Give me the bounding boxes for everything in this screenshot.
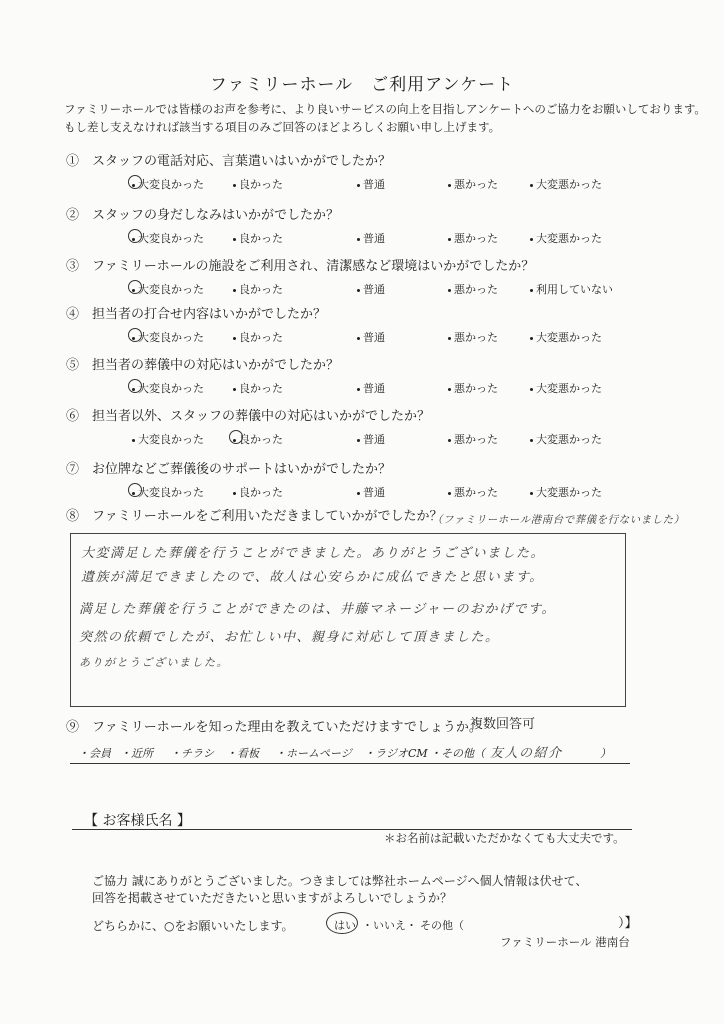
q5-option-average[interactable]: [357, 380, 385, 396]
q9-option-member[interactable]: ・会員: [78, 747, 111, 760]
intro-line-2: もし差し支えなければ該当する項目のみご回答のほどよろしくお願い申し上げます。: [64, 120, 501, 134]
option-label: 悪かった: [454, 232, 498, 245]
q3-option-bad[interactable]: [448, 281, 498, 297]
option-label: 大変悪かった: [536, 331, 602, 344]
option-label: 大変悪かった: [536, 382, 602, 395]
q6-option-very-bad[interactable]: [530, 431, 602, 447]
option-label: 良かった: [239, 486, 283, 499]
q1-option-good[interactable]: [233, 176, 283, 192]
option-label: 普通: [363, 331, 385, 344]
option-label: 大変良かった: [138, 382, 204, 395]
q9-multi-note: 複数回答可: [470, 717, 536, 732]
footer-brand: ファミリーホール 港南台: [500, 935, 630, 949]
question-3-text: ③ ファミリーホールの施設をご利用され、清潔感など環境はいかがでしたか？: [66, 259, 535, 274]
bullet-dot-icon: [448, 492, 451, 495]
option-label: 大変悪かった: [536, 232, 602, 245]
option-label: 普通: [363, 283, 385, 296]
q2-option-very-bad[interactable]: [530, 230, 602, 246]
option-label: 大変良かった: [138, 331, 204, 344]
option-label: 悪かった: [454, 486, 498, 499]
bullet-dot-icon: [530, 184, 533, 187]
q3-selected-circle-mark: [128, 280, 142, 294]
option-label: 良かった: [239, 433, 283, 446]
bullet-dot-icon: [530, 238, 533, 241]
question-4-text: ④ 担当者の打合せ内容はいかがでしたか？: [66, 307, 327, 322]
option-label: 大変悪かった: [536, 486, 602, 499]
option-label: 悪かった: [454, 283, 498, 296]
q4-option-bad[interactable]: [448, 329, 498, 345]
q8-text: ⑧ ファミリーホールをご利用いただきましていかがでしたか？: [66, 509, 443, 524]
q5-option-very-good[interactable]: [132, 380, 204, 396]
option-label: 良かった: [239, 178, 283, 191]
q9-underline: [70, 763, 630, 764]
q2-selected-circle-mark: [128, 229, 142, 243]
q2-option-average[interactable]: [357, 230, 385, 246]
bullet-dot-icon: [357, 184, 360, 187]
bullet-dot-icon: [233, 492, 236, 495]
option-label: 良かった: [239, 232, 283, 245]
option-label: 普通: [363, 433, 385, 446]
q4-option-good[interactable]: [233, 329, 283, 345]
question-7-text: ⑦ お位牌などご葬儀後のサポートはいかがでしたか？: [66, 462, 392, 477]
question-6-text: ⑥ 担当者以外、スタッフの葬儀中の対応はいかがでしたか？: [66, 409, 431, 424]
bullet-dot-icon: [233, 238, 236, 241]
option-label: 悪かった: [454, 331, 498, 344]
q6-selected-circle-mark: [229, 430, 243, 444]
option-label: 悪かった: [454, 382, 498, 395]
q9-option-flyer[interactable]: ・チラシ: [170, 747, 214, 760]
bullet-dot-icon: [357, 289, 360, 292]
q9-option-other-close: ）: [600, 747, 611, 760]
q4-option-very-bad[interactable]: [530, 329, 602, 345]
option-label: 良かった: [239, 331, 283, 344]
q2-option-good[interactable]: [233, 230, 283, 246]
consent-prompt: どちらかに、○をお願いいたします。: [92, 919, 294, 933]
q7-option-bad[interactable]: [448, 484, 498, 500]
question-2-text: ② スタッフの身だしなみはいかがでしたか？: [66, 208, 340, 223]
q4-selected-circle-mark: [128, 328, 142, 342]
page-title: ファミリーホール ご利用アンケート: [209, 75, 515, 95]
customer-name-note: ＊お名前は記載いただかなくても大丈夫です。: [384, 831, 625, 845]
q7-option-average[interactable]: [357, 484, 385, 500]
option-label: 大変良かった: [138, 486, 204, 499]
q7-option-very-good[interactable]: [132, 484, 204, 500]
bullet-dot-icon: [233, 337, 236, 340]
q9-other-answer: 友人の紹介: [490, 746, 563, 761]
q8-answer-box[interactable]: [70, 533, 626, 707]
q6-option-average[interactable]: [357, 431, 385, 447]
q9-option-radio[interactable]: ・ラジオCM: [364, 747, 428, 760]
option-label: 大変良かった: [138, 433, 204, 446]
option-label: 普通: [363, 232, 385, 245]
bullet-dot-icon: [530, 388, 533, 391]
q1-option-bad[interactable]: [448, 176, 498, 192]
q9-text: ⑨ ファミリーホールを知った理由を教えていただけますでしょうか。: [66, 720, 482, 735]
option-label: 良かった: [239, 283, 283, 296]
option-label: 大変良かった: [138, 232, 204, 245]
q9-option-other[interactable]: ・その他（: [430, 747, 485, 760]
option-label: 大変良かった: [138, 283, 204, 296]
q3-option-average[interactable]: [357, 281, 385, 297]
q9-option-nearby[interactable]: ・近所: [120, 747, 153, 760]
option-label: 普通: [363, 178, 385, 191]
bullet-dot-icon: [530, 289, 533, 292]
bullet-dot-icon: [448, 238, 451, 241]
option-label: 大変良かった: [138, 178, 204, 191]
bullet-dot-icon: [530, 439, 533, 442]
bullet-dot-icon: [357, 439, 360, 442]
option-label: 悪かった: [454, 433, 498, 446]
consent-no-option[interactable]: ・いいえ・: [362, 919, 417, 932]
option-label: 悪かった: [454, 178, 498, 191]
consent-other-option[interactable]: その他（: [420, 919, 464, 932]
closing-line-2: 回答を掲載させていただきたいと思いますがよろしいでしょうか？: [92, 891, 453, 905]
q6-option-very-good[interactable]: [132, 431, 204, 447]
bullet-dot-icon: [357, 388, 360, 391]
answer-line-2: 遺族が満足できましたので、故人は心安らかに成仏できたと思います。: [81, 570, 544, 585]
q1-option-very-good[interactable]: [132, 176, 204, 192]
q1-selected-circle-mark: [128, 175, 142, 189]
bullet-dot-icon: [132, 439, 135, 442]
bullet-dot-icon: [448, 289, 451, 292]
q5-option-bad[interactable]: [448, 380, 498, 396]
answer-line-1: 大変満足した葬儀を行うことができました。ありがとうございました。: [81, 546, 546, 561]
option-label: 大変悪かった: [536, 178, 602, 191]
q3-option-very-good[interactable]: [132, 281, 204, 297]
q2-option-very-good[interactable]: [132, 230, 204, 246]
q1-option-average[interactable]: [357, 176, 385, 192]
consent-other-close: ）】: [618, 916, 638, 931]
bullet-dot-icon: [448, 388, 451, 391]
q5-option-very-bad[interactable]: [530, 380, 602, 396]
bullet-dot-icon: [233, 289, 236, 292]
bullet-dot-icon: [357, 238, 360, 241]
q8-handwritten-note: （ファミリーホール港南台で葬儀を行ないました）: [432, 514, 685, 526]
q4-option-very-good[interactable]: [132, 329, 204, 345]
option-label: 良かった: [239, 382, 283, 395]
intro-line-1: ファミリーホールでは皆様のお声を参考に、より良いサービスの向上を目指しアンケートへのご協力をお願いしております。: [64, 102, 706, 116]
answer-line-4: 突然の依頼でしたが、お忙しい中、親身に対応して頂きました。: [79, 630, 500, 645]
q9-option-sign[interactable]: ・看板: [226, 747, 259, 760]
q7-option-very-bad[interactable]: [530, 484, 602, 500]
option-label: 普通: [363, 382, 385, 395]
question-5-text: ⑤ 担当者の葬儀中の対応はいかがでしたか？: [66, 358, 340, 373]
bullet-dot-icon: [530, 492, 533, 495]
q1-option-very-bad[interactable]: [530, 176, 602, 192]
consent-yes-selected-mark: [326, 912, 358, 934]
closing-line-1: ご協力 誠にありがとうございました。つきましては弊社ホームページへ個人情報は伏せて、: [92, 874, 588, 888]
q6-option-bad[interactable]: [448, 431, 498, 447]
q9-option-website[interactable]: ・ホームページ: [275, 747, 352, 760]
q5-option-good[interactable]: [233, 380, 283, 396]
q7-selected-circle-mark: [128, 483, 142, 497]
question-1-text: ① スタッフの電話対応、言葉遣いはいかがでしたか？: [66, 154, 392, 169]
option-label: 利用していない: [536, 283, 613, 296]
bullet-dot-icon: [357, 492, 360, 495]
answer-line-5: ありがとうございました。: [79, 656, 229, 669]
bullet-dot-icon: [233, 184, 236, 187]
q3-option-very-bad[interactable]: [530, 281, 613, 297]
q7-option-good[interactable]: [233, 484, 283, 500]
customer-name-label: 【 お客様氏名 】: [84, 813, 191, 829]
bullet-dot-icon: [233, 388, 236, 391]
q2-option-bad[interactable]: [448, 230, 498, 246]
bullet-dot-icon: [448, 184, 451, 187]
option-label: 大変悪かった: [536, 433, 602, 446]
bullet-dot-icon: [357, 337, 360, 340]
bullet-dot-icon: [448, 439, 451, 442]
answer-line-3: 満足した葬儀を行うことができたのは、井藤マネージャーのおかげです。: [79, 602, 556, 617]
bullet-dot-icon: [448, 337, 451, 340]
option-label: 普通: [363, 486, 385, 499]
q4-option-average[interactable]: [357, 329, 385, 345]
bullet-dot-icon: [530, 337, 533, 340]
q3-option-good[interactable]: [233, 281, 283, 297]
consent-yes-option[interactable]: はい: [334, 919, 356, 932]
q5-selected-circle-mark: [128, 379, 142, 393]
